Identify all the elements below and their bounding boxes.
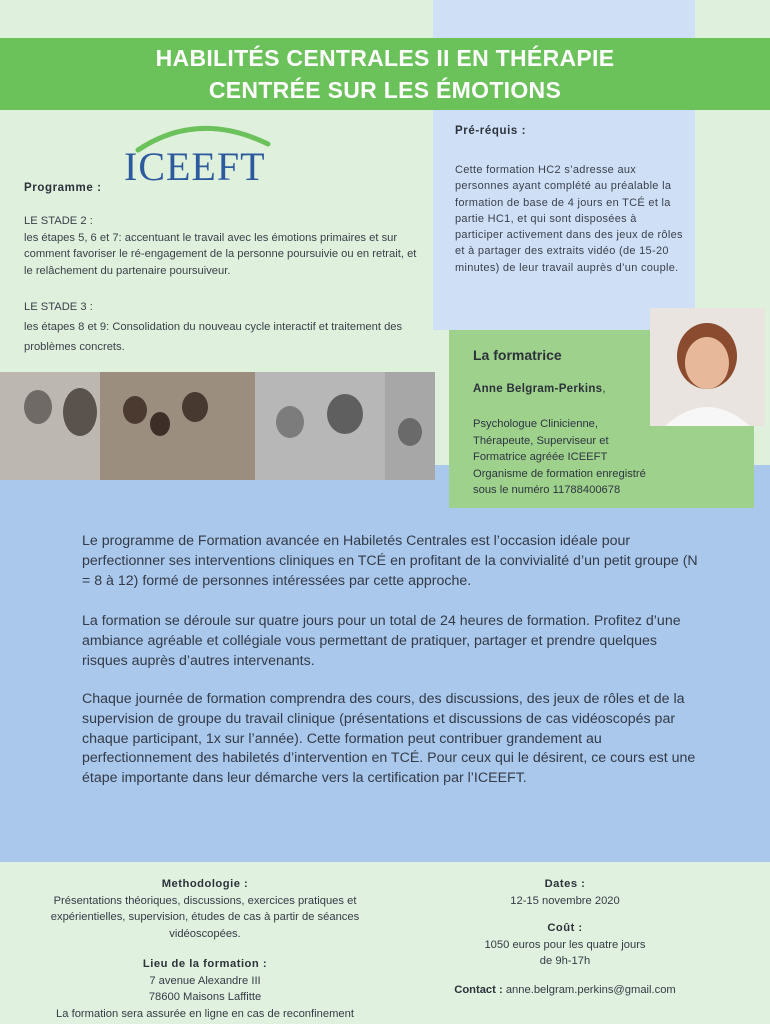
methodologie-block	[25, 876, 385, 942]
trainer-photo	[650, 308, 765, 426]
logo-text: ICEEFT	[124, 144, 266, 188]
trainer-line2: Thérapeute, Superviseur et	[473, 434, 609, 447]
prerequis-text: Cette formation HC2 s’adresse aux personnes ayant complété au préalable la formation de base de 4 jours en TCÉ et la partie HC1, et qui sont disposées à participer activement dans des jeux de rôles et à partager des extraits vidéo (de 15-20 minutes) de leur travail auprès d’un couple.	[455, 164, 683, 274]
title-banner	[0, 38, 770, 110]
prerequis-title: Pré-réquis :	[455, 125, 527, 137]
stade2-block	[24, 213, 424, 279]
trainer-title: La formatrice	[473, 347, 562, 363]
trainer-line4: Organisme de formation enregistré	[473, 467, 646, 480]
dates-title: Dates :	[544, 878, 586, 890]
stade3-title: LE STADE 3 :	[24, 301, 93, 313]
trainer-description	[473, 416, 693, 499]
body-paragraph-2: La formation se déroule sur quatre jours pour un total de 24 heures de formation. Profitez d’une ambiance agréable et collégiale vous permettant de pratiquer, partager et prendre quelques risques auprès d’autres intervenants.	[82, 613, 681, 669]
contact-block	[435, 982, 695, 999]
contact-email-link[interactable]: anne.belgram.perkins@gmail.com	[505, 984, 676, 996]
stade2-text: les étapes 5, 6 et 7: accentuant le travail avec les émotions primaires et sur comment favoriser le ré-engagement de la personne poursuivie ou en retrait, et le relâchement du partenaire poursuiveur.	[24, 231, 417, 277]
trainer-line5: sous le numéro 11788400678	[473, 484, 621, 496]
trainer-portrait-image	[650, 308, 765, 426]
stade3-block	[24, 297, 424, 357]
body-paragraph-1: Le programme de Formation avancée en Habiletés Centrales est l’occasion idéale pour perfectionner ses interventions cliniques en TCÉ en profitant de la convivialité d’un petit groupe (N = 8 à 12) formé de personnes intéressées par cette approche.	[82, 533, 698, 589]
lieu-block	[25, 956, 385, 1022]
trainer-name-line	[473, 383, 606, 395]
arc-logo-icon	[120, 118, 275, 188]
photo-collage-image	[0, 372, 435, 480]
trainer-line1: Psychologue Clinicienne,	[473, 418, 599, 430]
page-title-line2: CENTRÉE SUR LES ÉMOTIONS	[208, 77, 562, 103]
stade3-text: les étapes 8 et 9: Consolidation du nouveau cycle interactif et traitement des problèmes concrets.	[24, 321, 403, 353]
cout-block	[435, 920, 695, 970]
trainer-name-suffix: ,	[602, 383, 606, 395]
programme-label: Programme :	[24, 182, 102, 194]
lieu-line2: 78600 Maisons Laffitte	[148, 991, 262, 1003]
cout-line1: 1050 euros pour les quatre jours	[484, 938, 646, 951]
couples-photo-strip	[0, 372, 435, 480]
dates-value: 12-15 novembre 2020	[510, 894, 620, 907]
lieu-title: Lieu de la formation :	[142, 958, 268, 970]
stade2-title: LE STADE 2 :	[24, 215, 93, 227]
trainer-line3: Formatrice agréée ICEEFT	[473, 451, 608, 463]
methodologie-text: Présentations théoriques, discussions, exercices pratiques et expérientielles, supervision, études de cas à partir de séances vidéoscopées.	[50, 894, 360, 940]
dates-block	[435, 876, 695, 909]
cout-title: Coût :	[547, 922, 583, 934]
cout-line2: de 9h-17h	[539, 955, 591, 967]
iceeft-logo	[120, 118, 275, 188]
methodologie-title: Methodologie :	[161, 878, 249, 890]
lieu-line1: 7 avenue Alexandre III	[149, 974, 261, 987]
body-paragraph-3: Chaque journée de formation comprendra des cours, des discussions, des jeux de rôles et de la supervision de groupe du travail clinique (présentations et discussions de cas vidéoscopés par chaque participant, 1x sur l’année). Cette formation peut contribuer grandement au perfectionnement des habiletés d’intervention en TCÉ. Pour ceux qui le désirent, ce cours est une étape importante dans leur démarche vers la certification par l’ICEEFT.	[82, 691, 696, 787]
trainer-name: Anne Belgram-Perkins	[473, 383, 603, 395]
lieu-line3: La formation sera assurée en ligne en cas de reconfinement	[56, 1007, 354, 1020]
page-title-line1: HABILITÉS CENTRALES II EN THÉRAPIE	[155, 45, 615, 71]
contact-title: Contact :	[454, 984, 503, 996]
